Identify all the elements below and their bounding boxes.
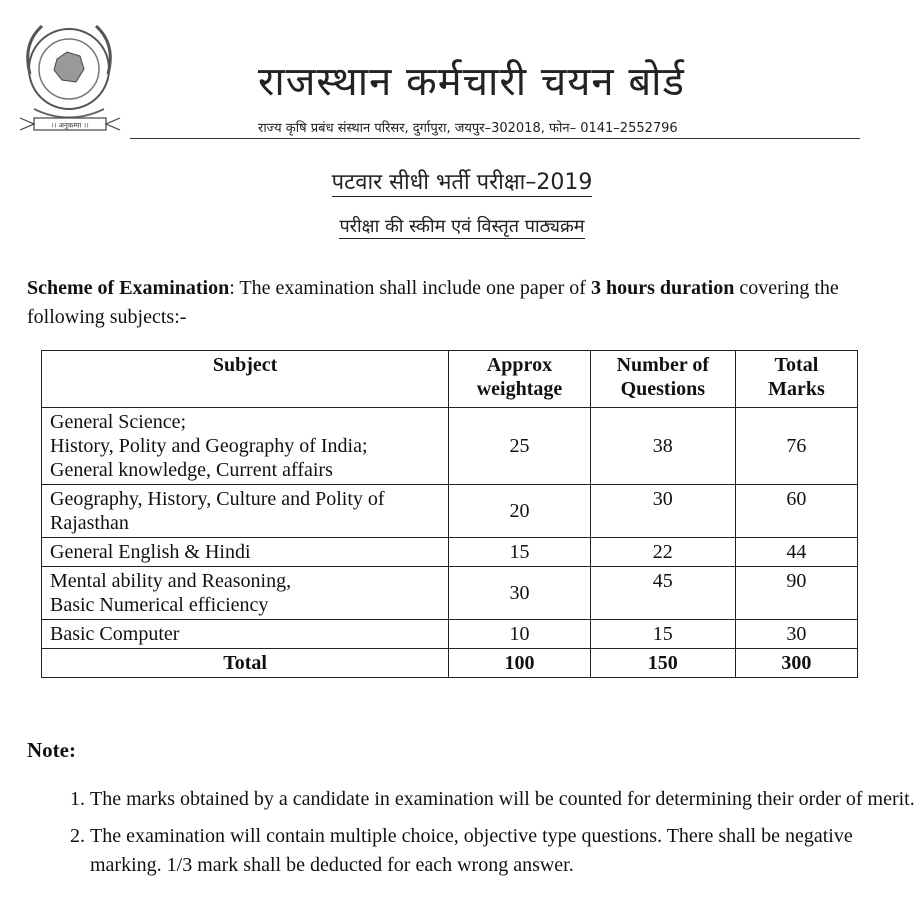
org-address: राज्य कृषि प्रबंध संस्थान परिसर, दुर्गापुरा, जयपुर–302018, फोन– 0141–2552796	[258, 121, 678, 136]
header-weightage: Approx weightage	[449, 351, 591, 408]
rsmssb-emblem-icon	[12, 14, 127, 139]
scheme-text-after: covering the following subjects:-	[27, 277, 839, 328]
exam-title-text: पटवार सीधी भर्ती परीक्षा–2019	[331, 170, 593, 195]
notes-list	[52, 785, 920, 888]
subject-line: General Science;	[50, 411, 187, 433]
scheme-table	[41, 350, 858, 678]
note-item: 1. The marks obtained by a candidate in examination will be counted for determining their order of merit.	[90, 785, 920, 814]
subject-line: Basic Numerical efficiency	[50, 594, 269, 616]
table-row	[42, 538, 858, 567]
exam-subtitle	[0, 214, 924, 238]
scheme-text-before: : The examination shall include one paper of	[229, 277, 591, 299]
table-header-row	[42, 351, 858, 408]
questions-cell: 15	[590, 620, 735, 649]
subject-line: General knowledge, Current affairs	[50, 459, 333, 481]
marks-cell: 90	[735, 567, 857, 620]
subject-line: Geography, History, Culture and Polity of	[50, 488, 385, 510]
subject-line: History, Polity and Geography of India;	[50, 435, 368, 457]
exam-title	[0, 166, 924, 196]
subject-cell	[42, 408, 449, 485]
subject-cell	[42, 538, 449, 567]
marks-cell: 60	[735, 485, 857, 538]
marks-cell: 76	[735, 408, 857, 485]
org-name: राजस्थान कर्मचारी चयन बोर्ड	[258, 59, 685, 105]
weightage-cell: 30	[449, 567, 591, 620]
table-row	[42, 620, 858, 649]
scheme-paragraph	[27, 274, 887, 332]
header-marks: Total Marks	[735, 351, 857, 408]
total-label: Total	[42, 649, 449, 678]
weightage-cell: 20	[449, 485, 591, 538]
logo-motto: ।। अनुकम्पा ।।	[51, 121, 89, 130]
table-row	[42, 567, 858, 620]
marks-cell: 30	[735, 620, 857, 649]
header-divider	[130, 138, 860, 139]
weightage-cell: 10	[449, 620, 591, 649]
questions-cell: 22	[590, 538, 735, 567]
questions-cell: 30	[590, 485, 735, 538]
questions-cell: 45	[590, 567, 735, 620]
total-weightage: 100	[449, 649, 591, 678]
subject-line: Basic Computer	[50, 623, 180, 645]
subject-line: Rajasthan	[50, 512, 129, 534]
total-questions: 150	[590, 649, 735, 678]
total-marks: 300	[735, 649, 857, 678]
note-heading: Note:	[27, 738, 76, 762]
subject-line: Mental ability and Reasoning,	[50, 570, 292, 592]
scheme-duration: 3 hours duration	[590, 277, 735, 299]
marks-cell: 44	[735, 538, 857, 567]
subject-cell	[42, 620, 449, 649]
table-total-row	[42, 649, 858, 678]
header-questions: Number of Questions	[590, 351, 735, 408]
scheme-label: Scheme of Examination	[27, 277, 230, 299]
subject-cell	[42, 567, 449, 620]
exam-subtitle-text: परीक्षा की स्कीम एवं विस्तृत पाठ्यक्रम	[339, 216, 585, 237]
subject-cell	[42, 485, 449, 538]
note-item: 2. The examination will contain multiple choice, objective type questions. There shall be negative marking. 1/3 mark shall be deducted for each wrong answer.	[90, 822, 920, 880]
questions-cell: 38	[590, 408, 735, 485]
weightage-cell: 15	[449, 538, 591, 567]
table-row	[42, 408, 858, 485]
subject-line: General English & Hindi	[50, 541, 251, 563]
header-subject: Subject	[42, 351, 449, 408]
weightage-cell: 25	[449, 408, 591, 485]
table-row	[42, 485, 858, 538]
